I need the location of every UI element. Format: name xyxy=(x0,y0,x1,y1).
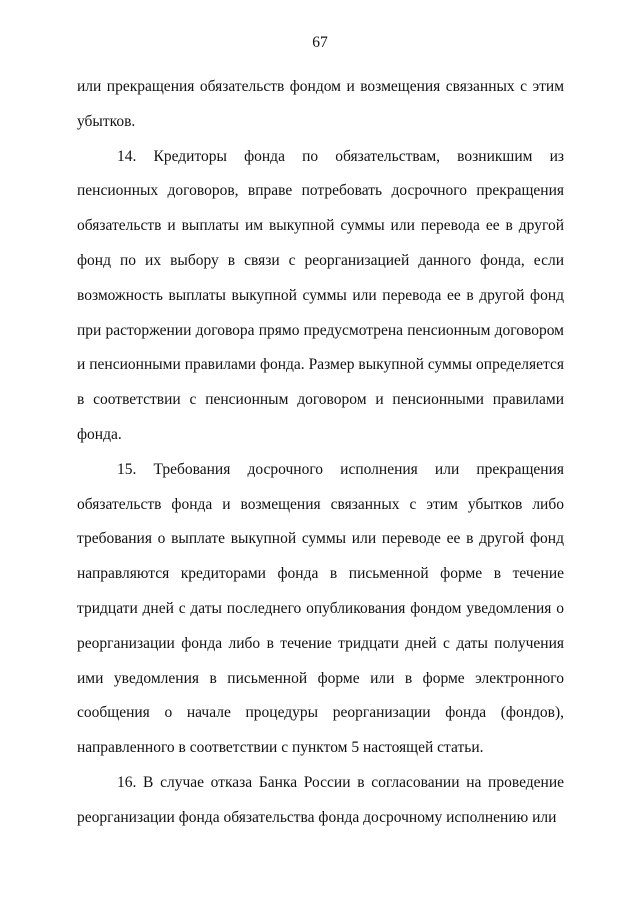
page-number: 67 xyxy=(312,34,328,51)
paragraph-continuation: или прекращения обязательств фондом и возмещения связанных с этим убытков. xyxy=(77,78,564,130)
paragraph-14: 14. Кредиторы фонда по обязательствам, возникшим из пенсионных договоров, вправе потребовать досрочного прекращения обязательств и выплаты им выкупной суммы или перевода ее в другой фонд по их выбору в связи с реорганизацией данного фонда, если возможность выплаты выкупной суммы или перевода ее в другой фонд при расторжении договора прямо предусмотрена пенсионным договором и пенсионными правилами фонда. Размер выкупной суммы определяется в соответствии с пенсионным договором и пенсионными правилами фонда. xyxy=(77,147,564,443)
document-body xyxy=(77,70,564,836)
paragraph-15: 15. Требования досрочного исполнения или прекращения обязательств фонда и возмещения связанных с этим убытков либо требования о выплате выкупной суммы или переводе ее в другой фонд направляются кредиторами фонда в письменной форме в течение тридцати дней с даты последнего опубликования фондом уведомления о реорганизации фонда либо в течение тридцати дней с даты получения ими уведомления в письменной форме или в форме электронного сообщения о начале процедуры реорганизации фонда (фондов), направленного в соответствии с пунктом 5 настоящей статьи. xyxy=(77,460,564,757)
paragraph-16: 16. В случае отказа Банка России в согласовании на проведение реорганизации фонда обязательства фонда досрочному исполнению или xyxy=(77,773,564,826)
